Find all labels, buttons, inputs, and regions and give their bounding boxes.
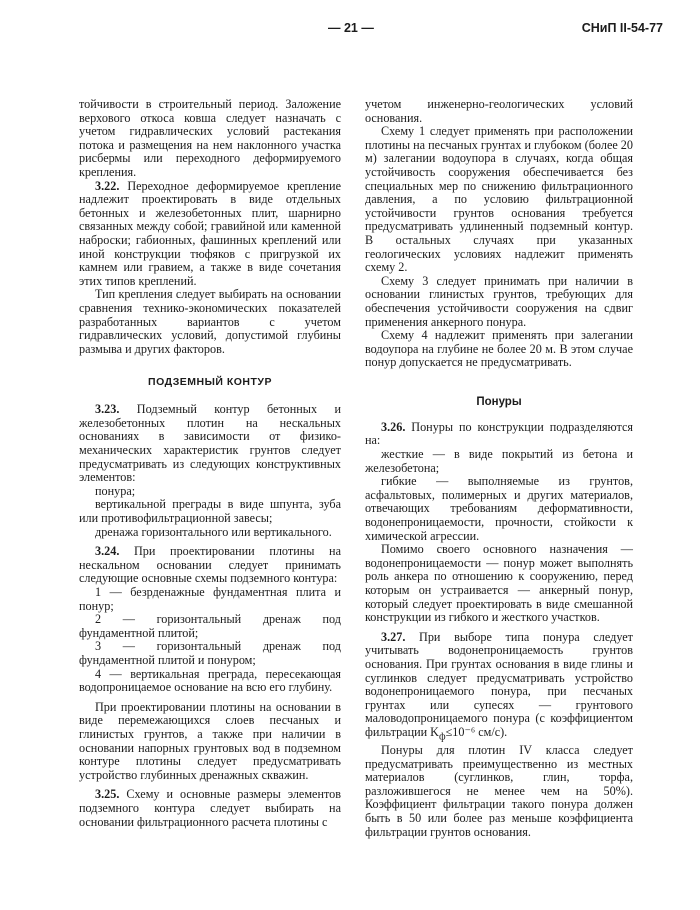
page-header xyxy=(0,22,700,40)
clause-number: 3.23. xyxy=(95,402,120,417)
paragraph: Схему 3 следует принимать при наличии в основании глинистых грунтов, требующих для обеспечения устойчивости сооружения на сдвиг применения анкерного понура. xyxy=(365,273,633,329)
page-number: — 21 — xyxy=(328,21,374,35)
paragraph-3-23 xyxy=(79,403,341,485)
list-item: 3 — горизонтальный дренаж под фундаментной плитой и понуром; xyxy=(79,639,341,667)
paragraph: Тип крепления следует выбирать на основании сравнения технико-экономических показателей разработанных вариантов с учетом гидравлических условий, допустимой глубины размыва и других факторов. xyxy=(79,287,341,356)
paragraph-3-24 xyxy=(79,545,341,586)
section-heading: ПОДЗЕМНЫЙ КОНТУР xyxy=(148,376,272,389)
paragraph-continuation: тойчивости в строительный период. Заложение верхового откоса ковша следует назначать с учетом гидравлических условий растекания потока и размещения на нем наклонного участка рисбермы или переходного деформируемого крепления. xyxy=(79,97,341,179)
paragraph-text: Переходное деформируемое крепление надлежит проектировать в виде отдельных бетонных и железобетонных плит, шарнирно связанных между собой; гравийной или каменной наброски; габионных, фашинных креплений или иной конструкции тюфяков с пригрузкой их камнем или гравием, а также в виде сочетания этих типов креплений. xyxy=(79,178,341,288)
clause-number: 3.22. xyxy=(95,178,120,193)
section-heading: Понуры xyxy=(476,395,522,408)
paragraph: При проектировании плотины на основании в виде перемежающихся слоев песчаных и глинистых грунтов, а также при наличии в основании напорных грунтовых вод в подземном контуре плотины следует предусматривать устройство глубинных дренажных скважин. xyxy=(79,699,341,782)
clause-number: 3.27. xyxy=(381,629,406,644)
paragraph: Помимо своего основного назначения — водонепроницаемости — понур может выполнять роль анкера по отношению к сооружению, перед которым он устраивается — анкерный понур, который следует проектировать в виде смешанной конструкции из гибкого и жесткого участков. xyxy=(365,542,633,625)
clause-number: 3.26. xyxy=(381,419,406,434)
list-item: гибкие — выполняемые из грунтов, асфальтовых, полимерных и других материалов, отвечающих требованиям деформативности, водонепроницаемости, прочности, стойкости к химической агрессии. xyxy=(365,474,633,543)
list-item: дренажа горизонтального или вертикального. xyxy=(95,524,332,539)
paragraph-3-27 xyxy=(365,631,633,744)
paragraph-text: При выборе типа понура следует учитывать водонепроницаемость грунтов основания. При грунтах основания в виде глины и суглинков следует предусматривать устройство водонепроницаемого понура, при песчаных грунтах или супесях — грунтового маловодопроницаемого понура (с коэффициентом фильтрации K xyxy=(365,629,633,739)
list-item: 1 — безрденажные фундаментная плита и понур; xyxy=(79,585,341,613)
paragraph-text: Схему и основные размеры элементов подземного контура следует выбирать на основании фильтрационного расчета плотины с xyxy=(79,787,341,829)
list-item: жесткие — в виде покрытий из бетона и железобетона; xyxy=(365,447,633,475)
document-code: СНиП II-54-77 xyxy=(581,21,663,35)
clause-number: 3.25. xyxy=(95,787,120,802)
paragraph-text: При проектировании плотины на нескальном основании следует принимать следующие основные схемы подземного контура: xyxy=(79,544,341,586)
list-item: 4 — вертикальная преграда, пересекающая водопроницаемое основание на всю его глубину. xyxy=(79,666,341,695)
paragraph: Схему 1 следует применять при расположении плотины на песчаных грунтах и глубоком (более 20 м) залегании водоупора в случаях, когда общая устойчивость сооружения обеспечивается без специальных мер по снижению фильтрационного давления, а по условию фильтрационной устойчивости грунтов основания требуется предусматривать удлиненный подземный контур. В остальных случаях при указанных геологических условиях надлежит применять схему 2. xyxy=(365,124,633,275)
paragraph-3-22 xyxy=(79,180,341,289)
list-item: понура; xyxy=(95,483,136,498)
subscript: ф xyxy=(439,731,446,743)
paragraph-text: Понуры по конструкции подразделяются на: xyxy=(365,419,633,448)
paragraph: Понуры для плотин IV класса следует предусматривать преимущественно из местных материалов (суглинков, глин, торфа, разложившегося не менее чем на 50%). Коэффициент фильтрации такого понура должен быть в 50 или более раз меньше коэффициента фильтрации грунтов основания. xyxy=(365,742,633,839)
paragraph-continuation: учетом инженерно-геологических условий основания. xyxy=(365,97,633,125)
paragraph-3-25 xyxy=(79,788,341,829)
list-item: 2 — горизонтальный дренаж под фундаментной плитой; xyxy=(79,612,341,640)
left-column xyxy=(79,98,341,829)
right-column xyxy=(365,98,633,839)
list-item: вертикальной преграды в виде шпунта, зуба или противофильтрационной завесы; xyxy=(79,497,341,526)
paragraph-text: Подземный контур бетонных и железобетонных плотин на нескальных основаниях в зависимости от физико-механических характеристик грунтов следует предусматривать из следующих конструктивных элементов: xyxy=(79,402,341,485)
paragraph-3-26 xyxy=(365,421,633,448)
paragraph-text: ≤10⁻⁶ см/с). xyxy=(445,724,508,739)
clause-number: 3.24. xyxy=(95,544,120,559)
paragraph: Схему 4 надлежит применять при залегании водоупора на глубине не более 20 м. В этом случае понур допускается не предусматривать. xyxy=(365,328,633,370)
